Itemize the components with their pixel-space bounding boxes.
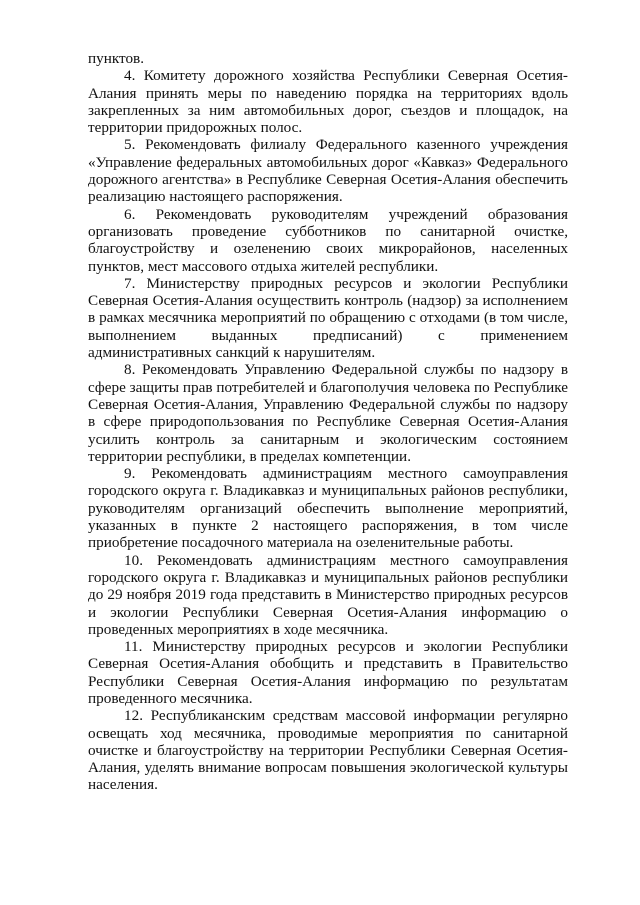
paragraph-9: 9. Рекомендовать администрациям местного самоуправления городского округа г. Владикавказ и муниципальных районов республики, руководителям организаций обеспечить выполнение мероприятий, указанных в пункте 2 настоящего распоряжения, в том числе приобретение посадочного материала на озеленительные работы. bbox=[88, 465, 568, 552]
document-page bbox=[88, 50, 568, 794]
paragraph-10: 10. Рекомендовать администрациям местного самоуправления городского округа г. Владикавказ и муниципальных районов республики до 29 ноября 2019 года представить в Министерство природных ресурсов и экологии Республики Северная Осетия-Алания информацию о проведенных мероприятиях в ходе месячника. bbox=[88, 551, 568, 638]
paragraph-5: 5. Рекомендовать филиалу Федерального казенного учреждения «Управление федеральных автомобильных дорог «Кавказ» Федерального дорожного агентства» в Республике Северная Осетия-Алания обеспечить реализацию настоящего распоряжения. bbox=[88, 136, 568, 206]
paragraph-4: 4. Комитету дорожного хозяйства Республики Северная Осетия-Алания принять меры по наведению порядка на территориях вдоль закрепленных за ним автомобильных дорог, съездов и площадок, на территории придорожных полос. bbox=[88, 67, 568, 137]
paragraph-8: 8. Рекомендовать Управлению Федеральной службы по надзору в сфере защиты прав потребителей и благополучия человека по Республике Северная Осетия-Алания, Управлению Федеральной службы по надзору в сфере природопользования по Республике Северная Осетия-Алания усилить контроль за санитарным и экологическим состоянием территории республики, в пределах компетенции. bbox=[88, 361, 568, 465]
paragraph-12: 12. Республиканским средствам массовой информации регулярно освещать ход месячника, проводимые мероприятия по санитарной очистке и благоустройству на территории Республики Северная Осетия-Алания, уделять внимание вопросам повышения экологической культуры населения. bbox=[88, 707, 568, 794]
paragraph-11: 11. Министерству природных ресурсов и экологии Республики Северная Осетия-Алания обобщить и представить в Правительство Республики Северная Осетия-Алания информацию по результатам проведенного месячника. bbox=[88, 638, 568, 707]
continuation-text: пунктов. bbox=[88, 50, 145, 67]
paragraph-7: 7. Министерству природных ресурсов и экологии Республики Северная Осетия-Алания осуществить контроль (надзор) за исполнением в рамках месячника мероприятий по обращению с отходами (в том числе, выполнением выданных предписаний) с применением административных санкций к нарушителям. bbox=[88, 274, 568, 362]
paragraph-6: 6. Рекомендовать руководителям учреждений образования организовать проведение субботников по санитарной очистке, благоустройству и озеленению своих микрорайонов, населенных пунктов, мест массового отдыха жителей республики. bbox=[88, 205, 568, 275]
